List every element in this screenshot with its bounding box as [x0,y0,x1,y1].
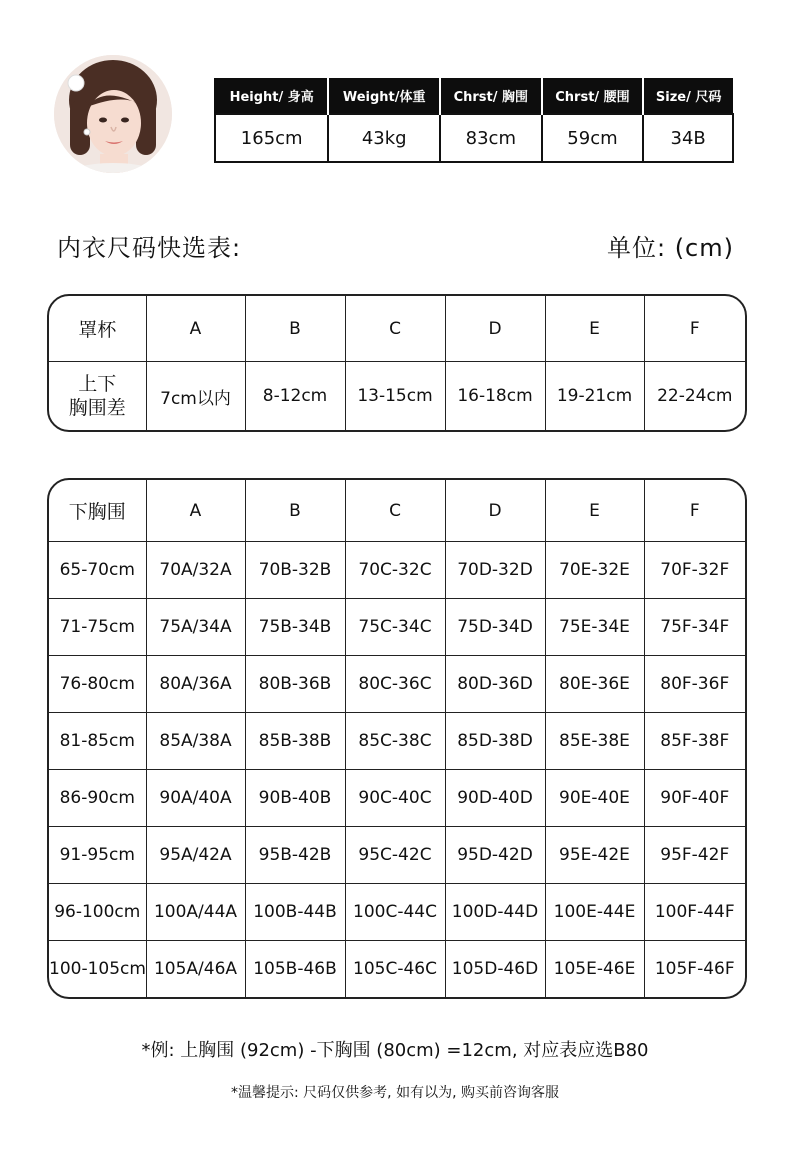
bust-difference-value: 22-24cm [657,386,733,406]
cup-difference-table [47,294,747,432]
table-row [49,884,745,941]
size-header-row [49,480,745,542]
size-cell: 105B-46B [245,941,345,998]
table-row [49,542,745,599]
size-cell: 75C-34C [345,599,445,656]
cup-letter: D [445,296,545,362]
size-cell: 90F-40F [644,770,745,827]
size-cell: 80C-36C [345,656,445,713]
cup-letter: E [545,480,644,542]
underbust-header: 下胸围 [49,480,146,542]
underbust-range: 96-100cm [49,884,146,941]
size-cell: 90E-40E [545,770,644,827]
table-row [49,827,745,884]
cup-letter: A [146,480,245,542]
model-portrait-illustration [54,55,172,173]
size-lookup-table [47,478,747,999]
size-cell: 100A/44A [146,884,245,941]
cup-letter: F [644,480,745,542]
size-cell: 85B-38B [245,713,345,770]
size-cell: 90D-40D [445,770,545,827]
size-cell: 105C-46C [345,941,445,998]
weight-value: 43kg [328,114,440,162]
section-title: 内衣尺码快选表: [57,234,242,262]
size-cell: 75A/34A [146,599,245,656]
table-row [49,941,745,998]
size-cell: 95A/42A [146,827,245,884]
calculation-example-note: *例: 上胸围 (92cm) -下胸围 (80cm) =12cm, 对应表应选B80 [141,1040,649,1061]
underbust-range: 86-90cm [49,770,146,827]
size-value: 34B [643,114,733,162]
model-measurements-table [214,78,734,163]
size-cell: 80A/36A [146,656,245,713]
size-cell: 80D-36D [445,656,545,713]
cup-letter: C [345,480,445,542]
cup-letter: B [245,296,345,362]
bust-difference-row [49,362,745,431]
cup-header-row [49,296,745,362]
size-cell: 80F-36F [644,656,745,713]
size-cell: 80E-36E [545,656,644,713]
size-cell: 95F-42F [644,827,745,884]
bust-difference-label-line1: 上下 [78,373,117,395]
size-cell: 105E-46E [545,941,644,998]
size-cell: 95E-42E [545,827,644,884]
table-row [49,770,745,827]
size-cell: 95B-42B [245,827,345,884]
size-cell: 75F-34F [644,599,745,656]
size-cell: 95C-42C [345,827,445,884]
height-value: 165cm [215,114,328,162]
underbust-range: 76-80cm [49,656,146,713]
size-cell: 105A/46A [146,941,245,998]
bust-difference-label [49,362,146,431]
waist-header: Chrst/ 腰围 [542,78,644,114]
size-cell: 90A/40A [146,770,245,827]
size-cell: 105F-46F [654,959,735,979]
bust-difference-value: 16-18cm [445,362,545,431]
underbust-range: 65-70cm [49,542,146,599]
underbust-range: 91-95cm [49,827,146,884]
bust-difference-value: 19-21cm [545,362,644,431]
size-cell: 85D-38D [445,713,545,770]
height-header: Height/ 身高 [215,78,328,114]
size-cell: 105D-46D [445,941,545,998]
cup-header-label: 罩杯 [49,296,146,362]
size-cell: 100F-44F [644,884,745,941]
size-cell: 90B-40B [245,770,345,827]
size-cell: 100E-44E [545,884,644,941]
weight-header: Weight/体重 [328,78,440,114]
table-row [49,656,745,713]
bust-value: 83cm [440,114,542,162]
model-avatar [54,55,172,173]
size-cell: 100D-44D [445,884,545,941]
size-cell: 90C-40C [345,770,445,827]
table-row [49,713,745,770]
size-cell: 75B-34B [245,599,345,656]
size-cell: 85A/38A [146,713,245,770]
bust-difference-label-line2: 胸围差 [68,397,126,419]
waist-value: 59cm [542,114,644,162]
bust-difference-value: 13-15cm [345,362,445,431]
size-header: Size/ 尺码 [643,78,733,114]
size-cell: 70A/32A [146,542,245,599]
size-cell: 70C-32C [345,542,445,599]
bust-difference-value: 8-12cm [245,362,345,431]
size-cell: 75E-34E [545,599,644,656]
cup-letter: A [146,296,245,362]
bust-difference-value: 7cm以内 [146,362,245,431]
cup-letter: B [245,480,345,542]
cup-letter: D [445,480,545,542]
size-cell: 70D-32D [445,542,545,599]
size-cell: 75D-34D [445,599,545,656]
underbust-range: 81-85cm [49,713,146,770]
size-cell: 100C-44C [345,884,445,941]
table-row [49,599,745,656]
underbust-range: 71-75cm [49,599,146,656]
size-cell: 100B-44B [245,884,345,941]
model-header-row [215,78,733,114]
size-cell: 70B-32B [245,542,345,599]
size-cell: 85F-38F [644,713,745,770]
size-cell: 70F-32F [644,542,745,599]
reference-tip-note: *温馨提示: 尺码仅供参考, 如有以为, 购买前咨询客服 [231,1085,559,1101]
size-cell: 80B-36B [245,656,345,713]
cup-letter: C [345,296,445,362]
cup-letter: F [644,296,745,362]
model-values-row [215,114,733,162]
size-cell: 85C-38C [345,713,445,770]
unit-label: 单位: (cm) [606,234,734,262]
cup-letter: E [545,296,644,362]
size-cell: 85E-38E [545,713,644,770]
size-cell: 95D-42D [445,827,545,884]
size-cell: 70E-32E [545,542,644,599]
bust-header: Chrst/ 胸围 [440,78,542,114]
underbust-range: 100-105cm [49,941,146,998]
